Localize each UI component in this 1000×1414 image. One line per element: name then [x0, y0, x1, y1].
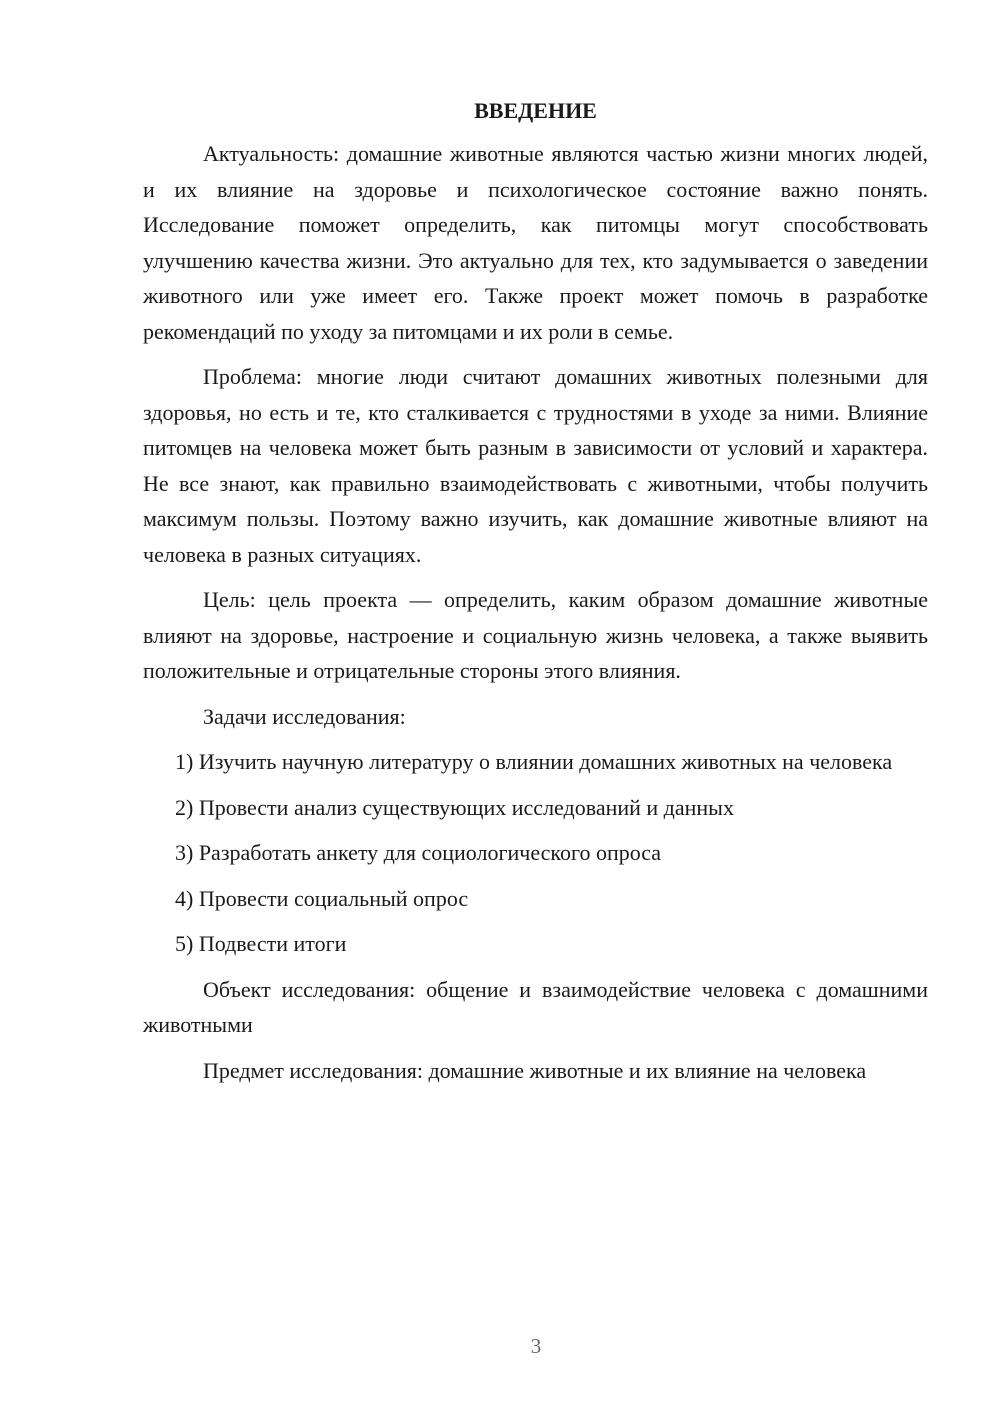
task-item: 2) Провести анализ существующих исследований и данных: [175, 794, 734, 820]
problem-paragraph: Проблема: многие люди считают домашних животных полезными для здоровья, но есть и те, кто сталкивается с трудностями в уходе за ними. Влияние питомцев на человека может быть разным в зависимости от условий и характера. Не все знают, как правильно взаимодействовать с животными, чтобы получить максимум пользы. Поэтому важно изучить, как домашние животные влияют на человека в разных ситуациях.: [143, 364, 928, 567]
tasks-title: Задачи исследования:: [203, 703, 406, 729]
task-item: 3) Разработать анкету для социологического опроса: [175, 840, 662, 865]
section-heading: ВВЕДЕНИЕ: [474, 98, 597, 123]
relevance-paragraph: Актуальность: домашние животные являются частью жизни многих людей, и их влияние на здоровье и психологическое состояние важно понять. Исследование поможет определить, как питомцы могут способствовать улучшению качества жизни. Это актуально для тех, кто задумывается о заведении животного или уже имеет его. Также проект может помочь в разработке рекомендаций по уходу за питомцами и их роли в семье.: [143, 141, 928, 344]
object-paragraph: Объект исследования: общение и взаимодействие человека с домашними животными: [143, 976, 928, 1037]
task-item: 1) Изучить научную литературу о влиянии домашних животных на человека: [175, 749, 893, 774]
task-item: 4) Провести социальный опрос: [175, 885, 469, 911]
task-item: 5) Подвести итоги: [175, 931, 347, 956]
page-number: 3: [530, 1334, 542, 1358]
subject-paragraph: Предмет исследования: домашние животные и их влияние на человека: [203, 1057, 867, 1083]
page-content: [143, 96, 928, 1098]
goal-paragraph: Цель: цель проекта — определить, каким образом домашние животные влияют на здоровье, настроение и социальную жизнь человека, а также выявить положительные и отрицательные стороны этого влияния.: [143, 587, 928, 683]
